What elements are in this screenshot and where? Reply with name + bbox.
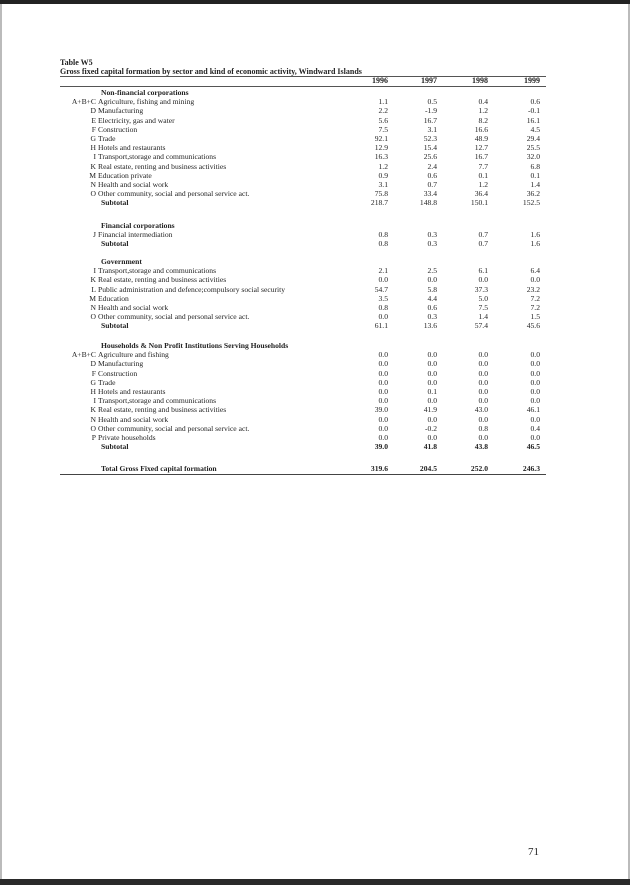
table-row [60, 415, 546, 424]
value-cell: 0.3 [427, 312, 437, 322]
value-cell: 36.2 [526, 189, 540, 199]
value-cell: 0.0 [478, 377, 488, 387]
value-cell: 25.5 [526, 143, 540, 153]
activity-label: Education [98, 293, 129, 303]
table-row [60, 285, 546, 294]
total-label: Total Gross Fixed capital formation [101, 464, 217, 473]
section-heading [60, 221, 546, 230]
value-cell: 0.0 [530, 377, 540, 387]
activity-code: I [93, 152, 96, 162]
value-cell: 0.1 [530, 170, 540, 180]
activity-label: Transport,storage and communications [98, 396, 217, 406]
value-cell: 0.0 [530, 396, 540, 406]
table-row [60, 125, 546, 134]
value-cell: 16.6 [474, 124, 488, 134]
value-cell: 46.5 [526, 442, 540, 452]
activity-label: Public administration and defence;compulsory social security [98, 284, 286, 294]
table-row [60, 275, 546, 284]
activity-label: Hotels and restaurants [98, 387, 166, 396]
value-cell: 0.8 [378, 239, 388, 249]
value-cell: 5.6 [378, 115, 388, 125]
activity-code: G [90, 134, 96, 143]
activity-label: Real estate, renting and business activities [98, 275, 227, 285]
value-cell: 54.7 [374, 284, 388, 294]
table-row [60, 387, 546, 396]
value-cell: 1.6 [530, 230, 540, 240]
activity-label: Agriculture and fishing [98, 350, 169, 360]
activity-code: N [90, 180, 96, 189]
activity-code: O [90, 423, 96, 433]
value-cell: 1.4 [478, 312, 488, 322]
activity-code: K [90, 161, 96, 171]
value-cell: 16.1 [526, 115, 540, 125]
activity-code: O [90, 312, 96, 322]
value-cell: 0.0 [478, 396, 488, 406]
value-cell: 0.4 [530, 423, 540, 433]
value-cell: 4.5 [530, 124, 540, 134]
scan-left-edge [0, 4, 2, 879]
value-cell: 25.6 [423, 152, 437, 162]
value-cell: 0.0 [378, 368, 388, 378]
value-cell: 0.0 [478, 387, 488, 396]
section-heading [60, 88, 546, 97]
value-cell: 5.0 [478, 293, 488, 303]
year-header: 1999 [524, 76, 540, 85]
header-bottom-rule [60, 86, 546, 87]
activity-label: Health and social work [98, 414, 169, 424]
value-cell: 0.8 [378, 230, 388, 240]
value-cell: 33.4 [423, 189, 437, 199]
value-cell: 16.7 [474, 152, 488, 162]
activity-code: H [90, 143, 96, 153]
activity-label: Agriculture, fishing and mining [98, 97, 195, 107]
value-cell: 39.0 [374, 405, 388, 415]
activity-code: N [90, 303, 96, 312]
value-cell: 218.7 [370, 198, 388, 208]
table-row [60, 189, 546, 198]
table-row [60, 405, 546, 414]
value-cell: 0.0 [530, 275, 540, 285]
scan-top-border [0, 0, 630, 4]
subtotal-label: Subtotal [101, 198, 129, 208]
value-cell: 0.7 [478, 230, 488, 240]
value-cell: 0.0 [478, 275, 488, 285]
table-row [60, 378, 546, 387]
subtotal-row [60, 321, 546, 330]
value-cell: 45.6 [526, 321, 540, 331]
activity-code: L [91, 284, 96, 294]
activity-label: Trade [98, 134, 116, 143]
table-id: Table W5 [60, 58, 93, 67]
table-row [60, 303, 546, 312]
value-cell: 16.7 [423, 115, 437, 125]
activity-label: Private households [98, 433, 156, 442]
value-cell: 0.0 [427, 433, 437, 442]
table-row [60, 433, 546, 442]
value-cell: 1.5 [530, 312, 540, 322]
activity-code: K [90, 405, 96, 415]
table-row [60, 424, 546, 433]
table-row [60, 162, 546, 171]
activity-label: Health and social work [98, 180, 169, 189]
value-cell: 0.5 [427, 97, 437, 107]
scan-bottom-border [0, 879, 630, 885]
total-row [60, 464, 546, 473]
value-cell: 1.2 [478, 180, 488, 189]
activity-code: H [90, 387, 96, 396]
value-cell: 148.8 [419, 198, 437, 208]
table-row [60, 294, 546, 303]
value-cell: 0.0 [530, 368, 540, 378]
value-cell: 150.1 [470, 198, 488, 208]
activity-label: Hotels and restaurants [98, 143, 166, 153]
activity-code: F [91, 124, 96, 134]
table-row [60, 312, 546, 321]
value-cell: 0.0 [378, 433, 388, 442]
table-row [60, 97, 546, 106]
value-cell: 1.4 [530, 180, 540, 189]
table-row [60, 152, 546, 161]
activity-code: I [93, 266, 96, 276]
activity-code: A+B+C [71, 97, 96, 107]
value-cell: 1.6 [530, 239, 540, 249]
value-cell: 92.1 [374, 134, 388, 143]
year-header: 1998 [472, 76, 488, 85]
activity-code: I [93, 396, 96, 406]
activity-label: Other community, social and personal service act. [98, 189, 250, 199]
value-cell: 52.3 [423, 134, 437, 143]
activity-label: Real estate, renting and business activities [98, 405, 227, 415]
activity-label: Manufacturing [98, 106, 144, 116]
activity-code: O [90, 189, 96, 199]
value-cell: 37.3 [474, 284, 488, 294]
value-cell: 0.0 [530, 359, 540, 369]
activity-code: N [90, 414, 96, 424]
value-cell: 252.0 [470, 464, 488, 473]
value-cell: 0.0 [530, 350, 540, 360]
activity-code: K [90, 275, 96, 285]
activity-code: M [89, 170, 96, 180]
value-cell: 3.1 [378, 180, 388, 189]
activity-label: Education private [98, 170, 152, 180]
section-heading [60, 341, 546, 350]
table-bottom-rule [60, 474, 546, 475]
subtotal-row [60, 239, 546, 248]
activity-code: E [91, 115, 96, 125]
activity-code: D [90, 359, 96, 369]
value-cell: 6.8 [530, 161, 540, 171]
value-cell: 2.5 [427, 266, 437, 276]
value-cell: 0.7 [478, 239, 488, 249]
activity-label: Health and social work [98, 303, 169, 312]
value-cell: 0.3 [427, 239, 437, 249]
value-cell: -1.9 [424, 106, 437, 116]
value-cell: 0.0 [378, 414, 388, 424]
value-cell: 4.4 [427, 293, 437, 303]
value-cell: 8.2 [478, 115, 488, 125]
value-cell: 0.0 [478, 350, 488, 360]
value-cell: 0.0 [530, 433, 540, 442]
value-cell: 0.0 [478, 359, 488, 369]
activity-label: Other community, social and personal service act. [98, 312, 250, 322]
value-cell: 0.0 [530, 387, 540, 396]
value-cell: 0.0 [378, 396, 388, 406]
table-row [60, 143, 546, 152]
value-cell: 0.0 [427, 368, 437, 378]
value-cell: 29.4 [526, 134, 540, 143]
value-cell: 0.0 [378, 275, 388, 285]
value-cell: 7.7 [478, 161, 488, 171]
value-cell: 0.0 [478, 414, 488, 424]
activity-code: F [91, 368, 96, 378]
value-cell: 32.0 [526, 152, 540, 162]
section-heading [60, 257, 546, 266]
value-cell: 0.8 [378, 303, 388, 312]
value-cell: 0.0 [378, 423, 388, 433]
value-cell: 0.1 [427, 387, 437, 396]
activity-label: Manufacturing [98, 359, 144, 369]
activity-label: Transport,storage and communications [98, 152, 217, 162]
activity-code: M [89, 293, 96, 303]
subtotal-label: Subtotal [101, 239, 129, 249]
subtotal-row [60, 198, 546, 207]
table-row [60, 359, 546, 368]
value-cell: 319.6 [370, 464, 388, 473]
table-row [60, 180, 546, 189]
subtotal-row [60, 442, 546, 451]
value-cell: 15.4 [423, 143, 437, 153]
value-cell: 0.0 [530, 414, 540, 424]
value-cell: 39.0 [374, 442, 388, 452]
value-cell: 43.8 [474, 442, 488, 452]
value-cell: 0.0 [427, 275, 437, 285]
value-cell: 13.6 [423, 321, 437, 331]
value-cell: 7.2 [530, 303, 540, 312]
year-header: 1996 [372, 76, 388, 85]
value-cell: 0.0 [478, 368, 488, 378]
value-cell: 0.4 [478, 97, 488, 107]
table-row [60, 396, 546, 405]
subtotal-label: Subtotal [101, 442, 129, 452]
table-title: Gross fixed capital formation by sector and kind of economic activity, Windward Islands [60, 67, 362, 76]
table-row [60, 106, 546, 115]
value-cell: 61.1 [374, 321, 388, 331]
value-cell: 3.1 [427, 124, 437, 134]
value-cell: 48.9 [474, 134, 488, 143]
value-cell: 0.3 [427, 230, 437, 240]
activity-code: G [90, 377, 96, 387]
value-cell: 0.0 [378, 359, 388, 369]
table-row [60, 369, 546, 378]
value-cell: 1.2 [478, 106, 488, 116]
value-cell: 0.0 [427, 396, 437, 406]
value-cell: 7.2 [530, 293, 540, 303]
section-heading-label: Government [101, 257, 142, 266]
table-row [60, 171, 546, 180]
value-cell: 6.4 [530, 266, 540, 276]
table-row [60, 134, 546, 143]
value-cell: 41.9 [423, 405, 437, 415]
value-cell: 0.0 [478, 433, 488, 442]
value-cell: 0.6 [530, 97, 540, 107]
value-cell: 1.2 [378, 161, 388, 171]
value-cell: 0.1 [478, 170, 488, 180]
section-heading-label: Non-financial corporations [101, 88, 189, 97]
year-header: 1997 [421, 76, 437, 85]
value-cell: 0.0 [378, 312, 388, 322]
value-cell: 41.8 [423, 442, 437, 452]
value-cell: 2.2 [378, 106, 388, 116]
activity-code: P [91, 433, 96, 442]
value-cell: 12.7 [474, 143, 488, 153]
activity-code: D [90, 106, 96, 116]
value-cell: 0.6 [427, 303, 437, 312]
value-cell: -0.1 [527, 106, 540, 116]
activity-label: Financial intermediation [98, 230, 173, 240]
value-cell: 7.5 [478, 303, 488, 312]
table-row [60, 350, 546, 359]
section-heading-label: Financial corporations [101, 221, 175, 230]
value-cell: 1.1 [378, 97, 388, 107]
table-row [60, 116, 546, 125]
value-cell: 43.0 [474, 405, 488, 415]
activity-label: Real estate, renting and business activities [98, 161, 227, 171]
value-cell: 0.0 [427, 377, 437, 387]
activity-label: Construction [98, 124, 138, 134]
value-cell: 0.7 [427, 180, 437, 189]
value-cell: 0.0 [378, 377, 388, 387]
value-cell: 246.3 [522, 464, 540, 473]
activity-label: Construction [98, 368, 138, 378]
page-number: 71 [528, 846, 539, 858]
value-cell: 0.0 [427, 414, 437, 424]
value-cell: 0.0 [427, 350, 437, 360]
value-cell: 152.5 [522, 198, 540, 208]
value-cell: 0.8 [478, 423, 488, 433]
activity-label: Transport,storage and communications [98, 266, 217, 276]
value-cell: 36.4 [474, 189, 488, 199]
section-heading-label: Households & Non Profit Institutions Serving Households [101, 341, 289, 350]
activity-code: J [93, 230, 96, 240]
value-cell: 6.1 [478, 266, 488, 276]
value-cell: 0.0 [427, 359, 437, 369]
value-cell: -0.2 [424, 423, 437, 433]
activity-code: A+B+C [71, 350, 96, 360]
value-cell: 2.1 [378, 266, 388, 276]
value-cell: 0.0 [378, 387, 388, 396]
value-cell: 57.4 [474, 321, 488, 331]
value-cell: 3.5 [378, 293, 388, 303]
value-cell: 75.8 [374, 189, 388, 199]
value-cell: 0.0 [378, 350, 388, 360]
table-row [60, 230, 546, 239]
value-cell: 5.8 [427, 284, 437, 294]
value-cell: 7.5 [378, 124, 388, 134]
activity-label: Trade [98, 377, 116, 387]
value-cell: 204.5 [419, 464, 437, 473]
value-cell: 2.4 [427, 161, 437, 171]
activity-label: Other community, social and personal service act. [98, 423, 250, 433]
value-cell: 0.6 [427, 170, 437, 180]
subtotal-label: Subtotal [101, 321, 129, 331]
activity-label: Electricity, gas and water [98, 115, 175, 125]
table-row [60, 266, 546, 275]
value-cell: 46.1 [526, 405, 540, 415]
value-cell: 0.9 [378, 170, 388, 180]
value-cell: 23.2 [526, 284, 540, 294]
value-cell: 16.3 [374, 152, 388, 162]
value-cell: 12.9 [374, 143, 388, 153]
